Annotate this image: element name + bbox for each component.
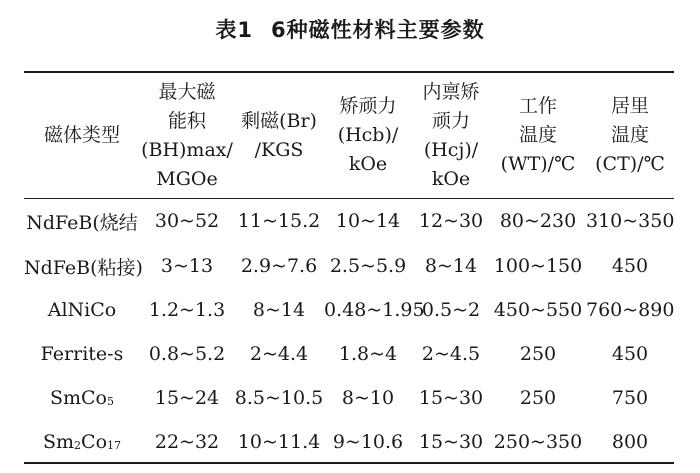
table-row	[24, 332, 674, 376]
cell-wt: 250	[519, 343, 557, 365]
cell-wt: 80~230	[499, 210, 577, 232]
cell-hcj: 2~4.5	[421, 343, 481, 365]
cell-br: 11~15.2	[237, 210, 321, 232]
table-title: 6种磁性材料主要参数	[271, 18, 485, 42]
cell-wt: 100~150	[493, 255, 583, 277]
cell-br: 10~11.4	[237, 431, 321, 453]
cell-bhmax: 3~13	[160, 255, 214, 277]
cell-hcj: 12~30	[418, 210, 484, 232]
cell-wt: 250~350	[493, 431, 583, 453]
cell-ct: 800	[611, 431, 649, 453]
cell-bhmax: 15~24	[154, 387, 220, 409]
table-header-row	[24, 73, 674, 198]
cell-magnet-type: NdFeB(粘接)	[24, 256, 143, 279]
cell-hcb: 0.48~1.95	[324, 299, 425, 321]
table-row	[24, 198, 674, 244]
cell-br: 2~4.4	[249, 343, 309, 365]
cell-bhmax: 22~32	[154, 431, 220, 453]
cell-hcj: 15~30	[418, 431, 484, 453]
table-caption	[0, 14, 700, 44]
cell-ct: 310~350	[586, 210, 675, 232]
cell-ct: 760~890	[586, 299, 675, 321]
cell-hcb: 1.8~4	[338, 343, 398, 365]
cell-hcj: 8~14	[424, 255, 478, 277]
cell-magnet-type: $Sm_2Co_{17}$	[42, 431, 122, 453]
cell-br: 8.5~10.5	[234, 387, 324, 409]
cell-br: 8~14	[252, 299, 306, 321]
cell-bhmax: 1.2~1.3	[148, 299, 226, 321]
header-working-temperature: 工作 温度 (WT)/℃	[500, 95, 576, 175]
magnet-parameters-table	[24, 73, 674, 464]
header-max-energy-product: 最大磁 能积 (BH)max/ MGOe	[141, 80, 233, 190]
table-number: 表1	[215, 18, 253, 42]
cell-magnet-type: NdFeB(烧结	[26, 211, 138, 234]
cell-ct: 450	[611, 343, 649, 365]
table-row	[24, 288, 674, 332]
cell-br: 2.9~7.6	[240, 255, 318, 277]
cell-magnet-type: SmCo$_5$	[49, 387, 114, 409]
header-intrinsic-coercivity: 内禀矫 顽力 (Hcj)/ kOe	[422, 80, 480, 190]
header-magnet-type: 磁体类型	[43, 124, 120, 146]
cell-magnet-type: Ferrite-s	[40, 343, 124, 365]
cell-bhmax: 0.8~5.2	[148, 343, 226, 365]
cell-hcb: 10~14	[335, 210, 401, 232]
cell-wt: 450~550	[493, 299, 583, 321]
cell-hcb: 9~10.6	[332, 431, 404, 453]
cell-hcj: 0.5~2	[421, 299, 481, 321]
cell-hcb: 2.5~5.9	[329, 255, 407, 277]
header-remanence: 剩磁(Br) /KGS	[241, 109, 317, 161]
header-curie-temperature: 居里 温度 (CT)/℃	[595, 95, 665, 175]
table-row	[24, 376, 674, 420]
cell-bhmax: 30~52	[154, 210, 220, 232]
header-coercivity: 矫顽力 (Hcb)/ kOe	[337, 95, 399, 175]
cell-magnet-type: AlNiCo	[47, 299, 117, 321]
cell-ct: 750	[611, 387, 649, 409]
table-row	[24, 244, 674, 288]
cell-hcj: 15~30	[418, 387, 484, 409]
cell-ct: 450	[611, 255, 649, 277]
cell-hcb: 8~10	[341, 387, 395, 409]
table-row	[24, 420, 674, 464]
cell-wt: 250	[519, 387, 557, 409]
